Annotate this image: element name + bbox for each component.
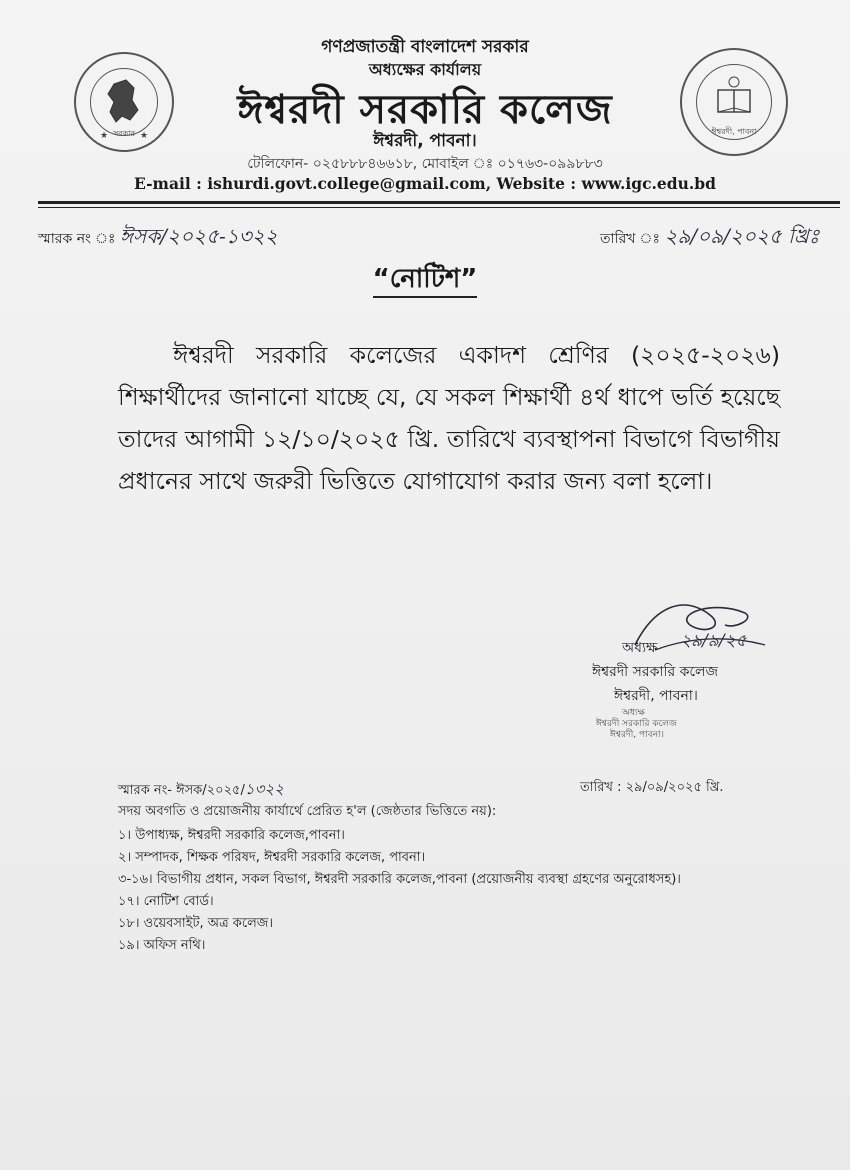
stamp-college: ঈশ্বরদী সরকারি কলেজ bbox=[596, 719, 677, 729]
college-seal-icon bbox=[680, 48, 788, 156]
distribution-memo-label: স্মারক নং- ঈসক/২০২৫/ bbox=[118, 783, 245, 798]
distribution-item: ১। উপাধ্যক্ষ, ঈশ্বরদী সরকারি কলেজ,পাবনা। bbox=[118, 828, 345, 843]
signature-date-handwritten: ২৯/৯/২৫ bbox=[680, 631, 747, 651]
office-name: অধ্যক্ষের কার্যালয় bbox=[368, 60, 482, 79]
college-title: ঈশ্বরদী সরকারি কলেজ bbox=[237, 87, 613, 133]
memo-date-handwritten: ২৯/০৯/২০২৫ খ্রিঃ bbox=[664, 224, 820, 248]
distribution-item: ২। সম্পাদক, শিক্ষক পরিষদ, ঈশ্বরদী সরকারি কলেজ, পাবনা। bbox=[118, 850, 426, 865]
government-seal-icon bbox=[74, 52, 174, 152]
government-name: গণপ্রজাতন্ত্রী বাংলাদেশ সরকার bbox=[321, 37, 529, 57]
memo-reference bbox=[38, 222, 278, 255]
notice-title bbox=[300, 258, 550, 302]
phone-line: টেলিফোন- ০২৫৮৮৮৪৬৬১৮, মোবাইল ঃ ০১৭৬৩-০৯৯৮৮৩ bbox=[247, 156, 603, 172]
svg-text:★: ★ bbox=[140, 131, 149, 141]
memo-label: স্মারক নং ঃ bbox=[38, 231, 116, 247]
signatory-place: ঈশ্বরদী, পাবনা। bbox=[614, 688, 698, 704]
distribution-memo bbox=[118, 778, 284, 803]
signatory-designation: অধ্যক্ষ bbox=[622, 640, 658, 656]
stamp-place: ঈশ্বরদী, পাবনা। bbox=[610, 730, 664, 740]
header-divider-thick bbox=[38, 201, 840, 204]
notice-title-text: “নোটিশ” bbox=[373, 264, 478, 298]
college-location: ঈশ্বরদী, পাবনা। bbox=[373, 131, 477, 151]
distribution-memo-handwritten: ১৩২২ bbox=[244, 780, 284, 798]
distribution-item: ১৮। ওয়েবসাইট, অত্র কলেজ। bbox=[118, 916, 274, 931]
memo-number-handwritten: ঈসক/২০২৫-১৩২২ bbox=[119, 224, 278, 248]
svg-text:★: ★ bbox=[100, 131, 109, 141]
distribution-item: ৩-১৬। বিভাগীয় প্রধান, সকল বিভাগ, ঈশ্বরদী সরকারি কলেজ,পাবনা (প্রয়োজনীয় ব্যবস্থা গ্রহণের অনুরোধসহ)। bbox=[118, 872, 681, 887]
stamp-designation: অধ্যক্ষ bbox=[622, 708, 645, 718]
distribution-date: তারিখ : ২৯/০৯/২০২৫ খ্রি. bbox=[580, 780, 724, 795]
notice-body: ঈশ্বরদী সরকারি কলেজের একাদশ শ্রেণির (২০২৫-২০২৬) শিক্ষার্থীদের জানানো যাচ্ছে যে, যে সকল শিক্ষার্থী ৪র্থ ধাপে ভর্তি হয়েছে তাদের আগামী ১২/১০/২০২৫ খ্রি. তারিখে ব্যবস্থাপনা বিভাগে বিভাগীয় প্রধানের সাথে জরুরী ভিত্তিতে যোগাযোগ করার জন্য বলা হলো। bbox=[118, 341, 780, 495]
distribution-item: ১৭। নোটিশ বোর্ড। bbox=[118, 894, 214, 909]
memo-date bbox=[600, 222, 819, 255]
right-seal-bottom-text: ঈশ্বরদী, পাবনা bbox=[711, 127, 757, 136]
memo-date-label: তারিখ ঃ bbox=[600, 231, 660, 247]
signatory-stamp bbox=[596, 708, 746, 744]
distribution-intro: সদয় অবগতি ও প্রয়োজনীয় কার্যার্থে প্রেরিত হ'ল (জেষ্ঠতার ভিত্তিতে নয়): bbox=[118, 804, 497, 819]
email-website-line: E-mail : ishurdi.govt.college@gmail.com, Website : www.igc.edu.bd bbox=[134, 174, 716, 193]
signatory-college: ঈশ্বরদী সরকারি কলেজ bbox=[592, 664, 718, 680]
left-seal-bottom-text: সরকার bbox=[112, 129, 135, 138]
header-divider-thin bbox=[38, 207, 840, 208]
distribution-item: ১৯। অফিস নথি। bbox=[118, 938, 206, 953]
